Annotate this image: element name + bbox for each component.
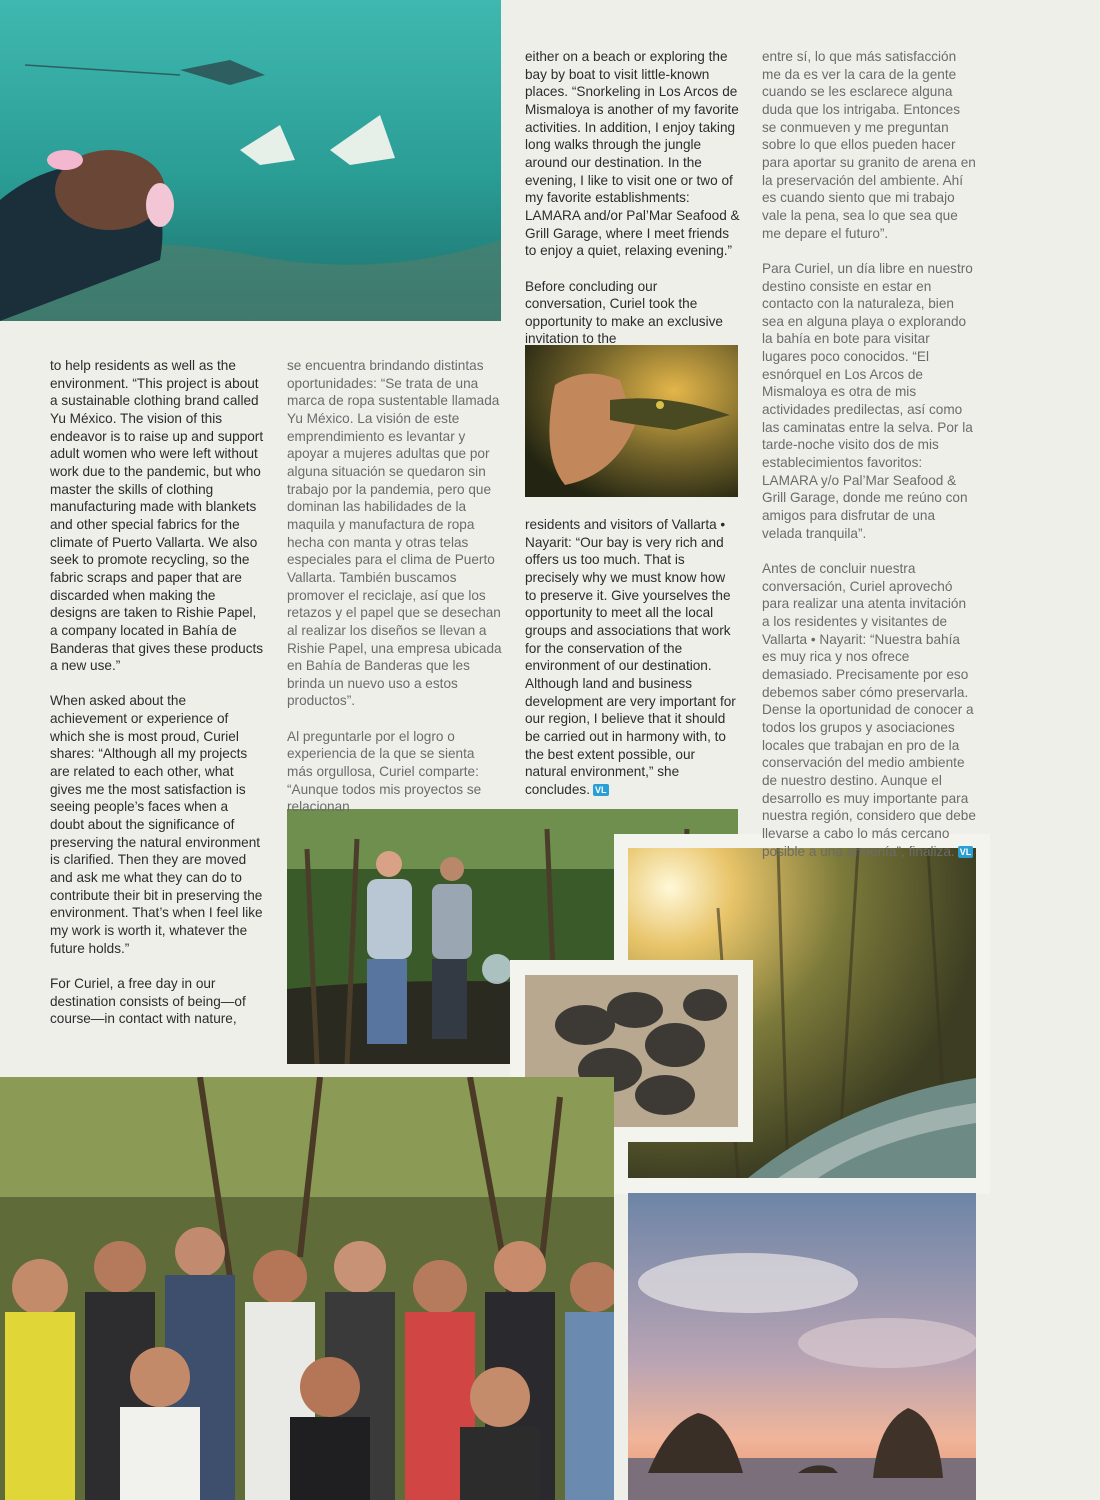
end-mark-icon: VL: [959, 846, 972, 857]
paragraph: Al preguntarle por el logro o experiencia de la que se sienta más orgullosa, Curiel comparte: “Aunque todos mis proyectos se relacionan: [287, 728, 482, 815]
photo-snorkeler-eagle-rays: [0, 0, 501, 321]
paragraph: When asked about the achievement or experience of which she is most proud, Curiel shares: “Although all my projects are related to each other, what gives me the most satisfaction is seeing people’s faces when a doubt about the significance of preserving the natural environment is clarified. Then they are moved and ask me what they can do to contribute their bit in preserving the environment. That’s when I feel like my work is worth it, whatever the future holds.”: [50, 693, 263, 956]
paragraph: se encuentra brindando distintas oportunidades: “Se trata de una marca de ropa sustentable llamada Yu México. La visión de este emprendimiento es levantar y apoyar a mujeres adultas que por alguna situación se quedaron sin trabajo por la pandemia, pero que dominan las habilidades de la maquila y manufactura de ropa hecha con manta y otras telas especiales para el clima de Puerto Vallarta. También buscamos promover el reciclaje, así que los retazos y el papel que se desechan al realizar los diseños se llevan a Rishie Papel, una empresa ubicada en Bahía de Banderas que les brinda un nuevo uso a estos productos”.: [287, 358, 502, 709]
paragraph: Before concluding our conversation, Curiel took the opportunity to make an exclusive invitation to the: [525, 278, 723, 347]
paragraph: [762, 560, 977, 860]
paragraph-text: Antes de concluir nuestra conversación, Curiel aprovechó para realizar una atenta invitación a los residentes y visitantes de Vallarta • Nayarit: “Nuestra bahía es muy rica y nos ofrece demasiado. Precisamente por eso debemos saber cómo preservarla. Dense la oportunidad de conocer a todos los grupos y asociaciones locales que trabajan en pro de la conservación del medio ambiente de nuestro destino. Aunque el desarrollo es muy importante para nuestra región, considero que debe llevarse a cabo lo más cercano posible a una armonía”, finaliza.: [762, 561, 976, 859]
paragraph: For Curiel, a free day in our destination consists of being—of course—in contact with nature,: [50, 975, 246, 1027]
text-column-es-2: [287, 357, 502, 816]
paragraph: [525, 516, 740, 799]
text-column-es-4: [762, 48, 977, 860]
paragraph-text: residents and visitors of Vallarta • Nayarit: “Our bay is very rich and offers us too much. That is precisely why we must know how to preserve it. Give yourselves the opportunity to meet all the local groups and associations that work for the conservation of the environment of our destination. Although land and business development are very important for our region, I believe that it should be carried out in harmony with, to the best extent possible, our natural environment,” she concludes.: [525, 517, 736, 797]
photo-baby-crocodile: [525, 345, 738, 497]
text-column-en-top-right: [525, 48, 740, 348]
photo-volunteer-group: [0, 1077, 614, 1500]
text-column-en-3-bottom: [525, 516, 740, 799]
paragraph: to help residents as well as the environment. “This project is about a sustainable clothing brand called Yu México. The vision of this endeavor is to raise up and support adult women who were left without work due to the pandemic, but who master the skills of clothing manufacturing made with blankets and other special fabrics for the climate of Puerto Vallarta. We also seek to promote recycling, so the fabric scraps and paper that are discarded when making the designs are taken to Rishie Papel, a company located in Bahía de Banderas that gives these products a new use.”: [50, 358, 264, 674]
paragraph: Para Curiel, un día libre en nuestro destino consiste en estar en contacto con la naturaleza, bien sea en alguna playa o explorando la bahía en bote para visitar lugares poco conocidos. “El esnórquel en Los Arcos de Mismaloya es otra de mis actividades predilectas, así como las caminatas entre la selva. Por la tarde-noche visito dos de mis establecimientos favoritos: LAMARA y/o Pal’Mar Seafood & Grill Garage, donde me reúno con amigos para disfrutar de una velada tranquila”.: [762, 260, 973, 541]
paragraph: entre sí, lo que más satisfacción me da es ver la cara de la gente cuando se les esclarece alguna duda que los intrigaba. Entonces se conmueven y me preguntan sobre lo que ellos pueden hacer para aportar su granito de arena en la preservación del ambiente. Ahí es cuando siento que mi trabajo vale la pena, sea lo que sea que me depare el futuro”.: [762, 49, 976, 241]
end-mark-icon: VL: [595, 784, 607, 795]
paragraph: either on a beach or exploring the bay by boat to visit little-known places. “Snorkeling in Los Arcos de Mismaloya is another of my favorite activities. In addition, I enjoy taking long walks through the jungle around our destination. In the evening, I like to visit one or two of my favorite establishments: LAMARA and/or Pal’Mar Seafood & Grill Garage, where I meet friends to enjoy a quiet, relaxing evening.”: [525, 49, 740, 259]
photo-sunset-los-arcos: [628, 1193, 976, 1500]
text-column-en-1: [50, 357, 265, 1028]
